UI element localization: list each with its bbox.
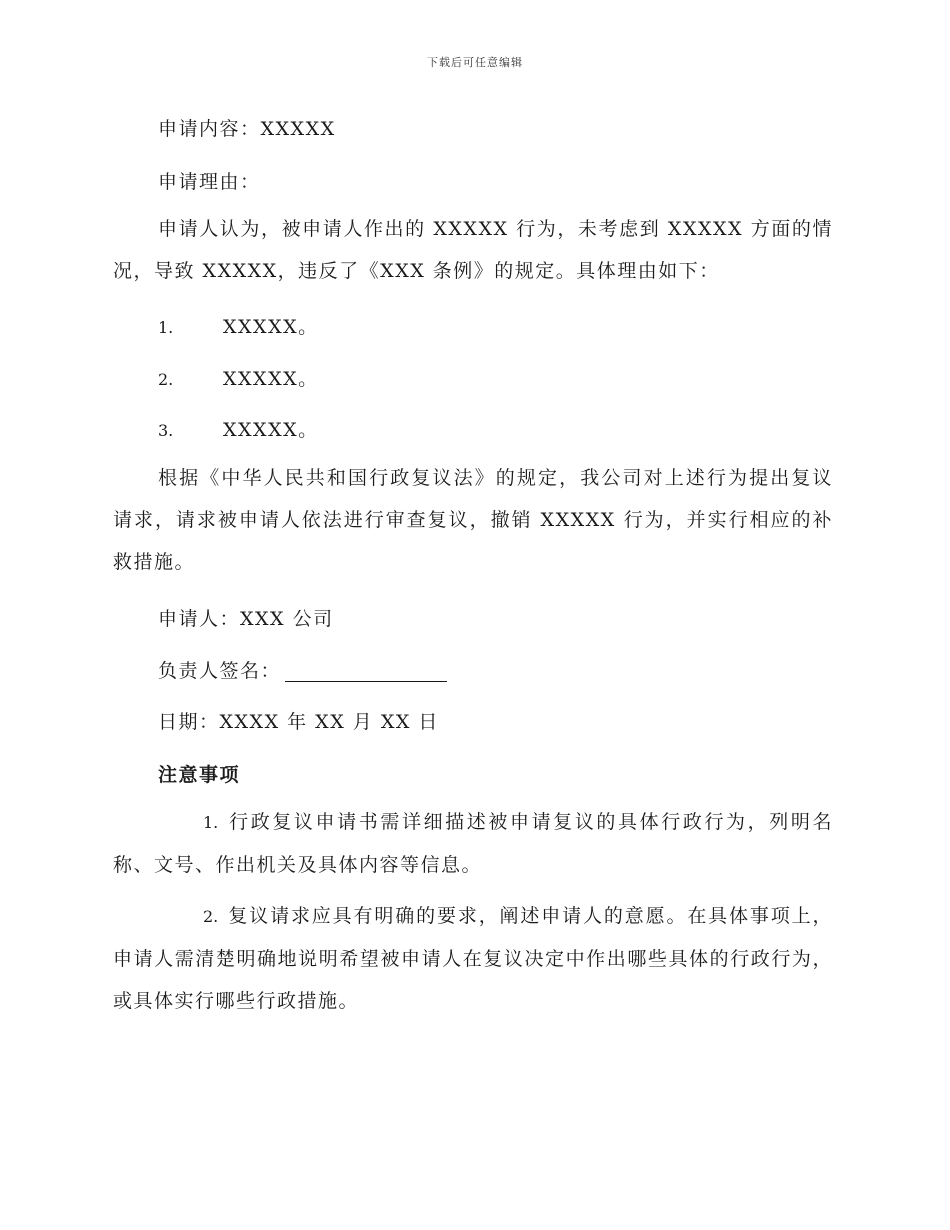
reason-text: XXXXX。 [223,316,319,338]
reason-text: XXXXX。 [223,419,319,441]
basis-paragraph: 根据《中华人民共和国行政复议法》的规定，我公司对上述行为提出复议请求，请求被申请人依法进行审查复议，撤销 XXXXX 行为，并实行相应的补救措施。 [113,467,833,573]
reason-number: 3. [158,421,174,440]
reason-item-3 [113,415,319,442]
note-text: 行政复议申请书需详细描述被申请复议的具体行政行为，列明名称、文号、作出机关及具体内容等信息。 [113,811,833,876]
note-number: 2. [203,907,219,926]
signature-line [113,656,447,683]
signature-label: 负责人签名： [158,660,282,682]
note-text: 复议请求应具有明确的要求，阐述申请人的意愿。在具体事项上，申请人需清楚明确地说明希望被申请人在复议决定中作出哪些具体的行政行为，或具体实行哪些行政措施。 [113,905,833,1012]
reason-number: 1. [158,318,174,337]
reason-text: XXXXX。 [223,368,319,390]
date-line: 日期：XXXX 年 XX 月 XX 日 [158,711,439,733]
reason-number: 2. [158,370,174,389]
reason-paragraph: 申请人认为，被申请人作出的 XXXXX 行为，未考虑到 XXXXX 方面的情况，导致 XXXXX，违反了《XXX 条例》的规定。具体理由如下： [113,218,833,282]
note-item-2 [113,895,833,1022]
apply-content: 申请内容：XXXXX [158,118,336,140]
notes-title: 注意事项 [158,764,241,786]
reason-item-1 [113,312,319,339]
page-header: 下载后可任意编辑 [427,56,523,69]
reason-item-2 [113,364,319,391]
note-item-1 [113,801,833,886]
apply-reason-label: 申请理由： [158,171,261,193]
signature-blank [285,661,447,682]
note-number: 1. [203,813,219,832]
applicant-line: 申请人：XXX 公司 [158,608,334,630]
